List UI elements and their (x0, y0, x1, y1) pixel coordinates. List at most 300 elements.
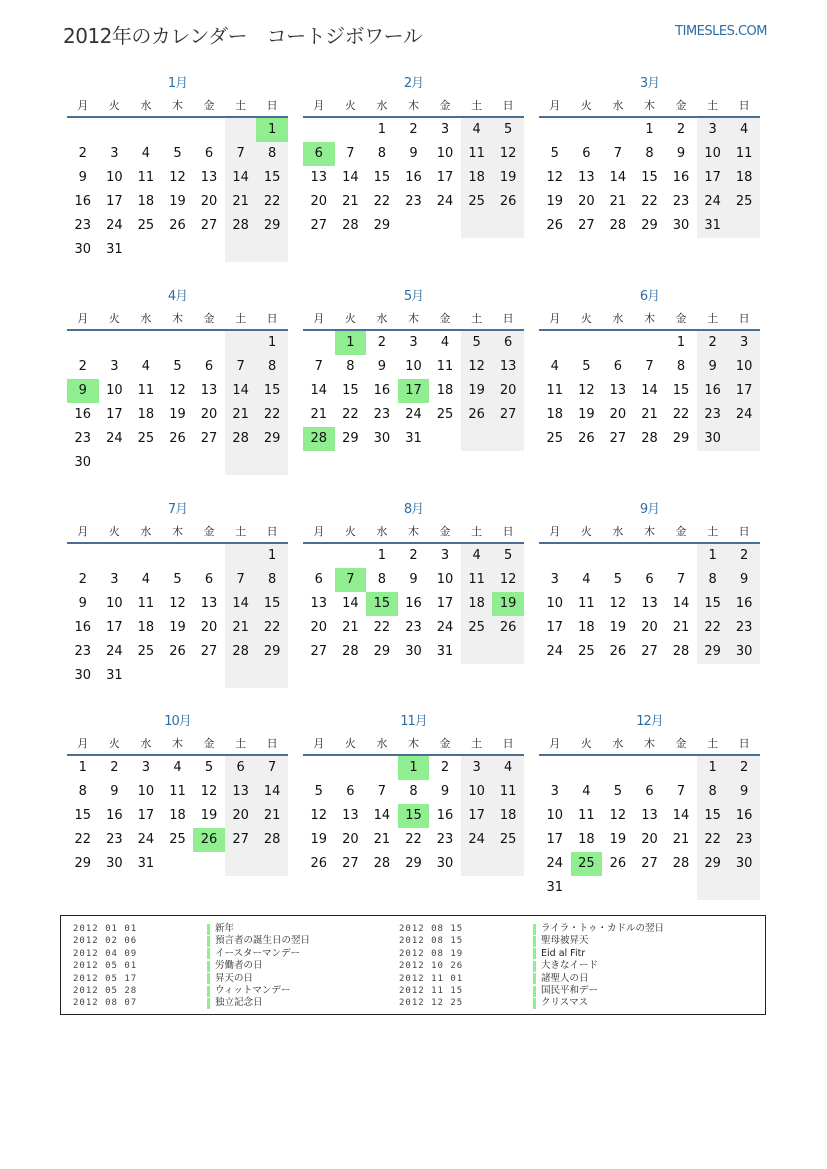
day-cell: 4 (173, 760, 182, 775)
day-cell: 14 (310, 383, 328, 398)
day-cell: 7 (645, 359, 654, 374)
empty-cell (634, 756, 666, 780)
day-cell: 6 (314, 572, 323, 587)
day-cell: 3 (550, 572, 559, 587)
day-cell: 16 (106, 808, 123, 823)
holiday-row (399, 923, 664, 935)
day-cell: 11 (492, 780, 524, 804)
day-cell: 3 (461, 756, 493, 780)
day-cell: 15 (366, 592, 398, 616)
day-cell: 18 (546, 407, 564, 422)
empty-cell (571, 876, 603, 900)
week-row (67, 331, 288, 355)
day-cell: 15 (697, 804, 729, 828)
day-cell: 22 (373, 620, 391, 635)
day-cell: 28 (225, 214, 257, 238)
empty-cell (67, 118, 99, 142)
day-cell: 26 (578, 431, 595, 446)
day-cell: 14 (373, 808, 391, 823)
empty-cell (429, 214, 461, 238)
day-cell: 18 (578, 620, 595, 635)
day-cell: 9 (409, 572, 418, 587)
week-row (303, 616, 524, 640)
month-name: 10月 (164, 714, 191, 729)
empty-cell (539, 331, 571, 355)
week-row (303, 355, 524, 379)
day-cell: 24 (546, 644, 564, 659)
day-cell: 17 (137, 808, 155, 823)
day-cell: 3 (110, 572, 119, 587)
day-cell: 23 (728, 616, 760, 640)
weekday-label: 金 (203, 312, 215, 325)
day-cell: 29 (373, 218, 391, 233)
weekday-label: 火 (580, 99, 592, 112)
day-cell: 5 (492, 544, 524, 568)
day-cell: 6 (204, 146, 214, 161)
day-cell: 16 (436, 808, 454, 823)
day-cell: 11 (137, 383, 155, 398)
weekday-label: 日 (266, 312, 278, 325)
weekday-label: 土 (707, 737, 719, 750)
weekday-label: 月 (77, 525, 89, 538)
weekday-label: 月 (549, 737, 561, 750)
day-cell: 24 (436, 194, 454, 209)
empty-cell (162, 664, 194, 688)
week-row (303, 166, 524, 190)
empty-cell (602, 876, 634, 900)
week-row (67, 828, 288, 852)
weekday-label: 金 (439, 525, 451, 538)
day-cell: 6 (204, 572, 214, 587)
weekday-label: 月 (313, 525, 325, 538)
day-cell: 16 (728, 804, 760, 828)
day-cell: 15 (256, 592, 288, 616)
day-cell: 8 (346, 359, 355, 374)
empty-cell (67, 331, 99, 355)
day-cell: 20 (310, 194, 328, 209)
day-cell: 24 (461, 828, 493, 852)
day-cell: 26 (169, 218, 186, 233)
weekday-label: 月 (77, 99, 89, 112)
holiday-date: 2012 02 06 (73, 936, 138, 947)
day-cell: 26 (492, 616, 524, 640)
week-row (67, 118, 288, 142)
day-cell: 25 (728, 190, 760, 214)
day-cell: 21 (672, 832, 690, 847)
holiday-date: 2012 12 25 (399, 998, 464, 1009)
holiday-name: ウィットマンデー (215, 984, 291, 996)
day-cell: 30 (672, 218, 690, 233)
day-cell: 23 (697, 403, 729, 427)
holiday-marker (533, 936, 536, 947)
empty-cell (728, 876, 760, 900)
day-cell: 21 (609, 194, 627, 209)
empty-cell (256, 238, 288, 262)
day-cell: 11 (546, 383, 564, 398)
week-row (539, 427, 760, 451)
day-cell: 16 (74, 407, 92, 422)
day-cell: 13 (342, 808, 359, 823)
week-row (303, 142, 524, 166)
day-cell: 22 (342, 407, 359, 422)
day-cell: 29 (405, 856, 422, 871)
day-cell: 8 (377, 572, 387, 587)
day-cell: 11 (461, 142, 493, 166)
day-cell: 17 (546, 620, 564, 635)
holiday-name: 独立記念日 (215, 997, 263, 1009)
empty-cell (492, 214, 524, 238)
day-cell: 26 (461, 403, 493, 427)
week-row (303, 804, 524, 828)
week-row (67, 142, 288, 166)
weekday-label: 土 (707, 312, 719, 325)
day-cell: 11 (461, 568, 493, 592)
month-name: 11月 (400, 714, 427, 729)
holiday-name: 預言者の誕生日の翌日 (215, 935, 311, 947)
week-row (67, 780, 288, 804)
day-cell: 24 (106, 644, 123, 659)
day-cell: 15 (697, 592, 729, 616)
day-cell: 17 (546, 832, 564, 847)
weekday-label: 月 (77, 312, 89, 325)
day-cell: 2 (110, 760, 119, 775)
holiday-marker (207, 961, 210, 972)
brand-link[interactable]: TIMESLES.COM (675, 24, 767, 39)
empty-cell (634, 331, 666, 355)
weekday-label: 木 (643, 312, 655, 325)
day-cell: 16 (728, 592, 760, 616)
week-row (303, 568, 524, 592)
empty-cell (162, 852, 194, 876)
day-cell: 2 (377, 335, 387, 350)
day-cell: 14 (342, 170, 359, 185)
weekday-label: 木 (643, 737, 655, 750)
day-cell: 3 (697, 118, 729, 142)
day-cell: 28 (342, 644, 359, 659)
empty-cell (335, 544, 367, 568)
day-cell: 17 (398, 379, 430, 403)
empty-cell (193, 118, 225, 142)
day-cell: 23 (74, 218, 92, 233)
day-cell: 8 (256, 355, 288, 379)
day-cell: 11 (728, 142, 760, 166)
holiday-name: 昇天の日 (215, 972, 254, 984)
day-cell: 12 (492, 568, 524, 592)
day-cell: 14 (609, 170, 627, 185)
day-cell: 5 (314, 784, 323, 799)
day-cell: 11 (436, 359, 454, 374)
day-cell: 12 (200, 784, 218, 799)
empty-cell (193, 238, 225, 262)
weekday-label: 火 (580, 525, 592, 538)
empty-cell (398, 214, 430, 238)
month-name: 4月 (167, 289, 188, 304)
weekday-label: 日 (502, 99, 514, 112)
empty-cell (99, 451, 131, 475)
empty-cell (492, 640, 524, 664)
week-row (67, 190, 288, 214)
day-cell: 3 (110, 359, 119, 374)
weekday-label: 水 (376, 99, 388, 112)
empty-cell (539, 544, 571, 568)
day-cell: 14 (672, 596, 690, 611)
day-cell: 5 (582, 359, 591, 374)
holiday-row (73, 997, 310, 1009)
week-row (539, 166, 760, 190)
weekday-label: 水 (140, 99, 152, 112)
weekday-label: 火 (344, 737, 356, 750)
weekday-label: 木 (407, 312, 419, 325)
day-cell: 25 (461, 616, 493, 640)
empty-cell (335, 756, 367, 780)
empty-cell (728, 214, 760, 238)
day-cell: 19 (609, 620, 627, 635)
week-row (67, 403, 288, 427)
day-cell: 18 (578, 832, 595, 847)
holiday-marker (207, 986, 210, 997)
day-cell: 28 (256, 828, 288, 852)
weekday-header (67, 734, 288, 756)
day-cell: 21 (256, 804, 288, 828)
week-row (303, 780, 524, 804)
week-row (539, 828, 760, 852)
day-cell: 31 (436, 644, 454, 659)
week-row (67, 804, 288, 828)
day-cell: 1 (256, 118, 288, 142)
day-cell: 2 (440, 760, 450, 775)
empty-cell (461, 214, 493, 238)
empty-cell (303, 756, 335, 780)
weekday-label: 木 (171, 525, 183, 538)
weekday-label: 木 (171, 312, 183, 325)
day-cell: 6 (582, 146, 591, 161)
day-cell: 21 (672, 620, 690, 635)
day-cell: 7 (676, 784, 686, 799)
day-cell: 18 (436, 383, 454, 398)
day-cell: 19 (578, 407, 595, 422)
weekday-header (303, 96, 524, 118)
day-cell: 23 (74, 644, 92, 659)
day-cell: 12 (609, 596, 627, 611)
weekday-label: 火 (344, 99, 356, 112)
day-cell: 4 (582, 784, 591, 799)
week-row (67, 616, 288, 640)
day-cell: 30 (697, 427, 729, 451)
week-row (67, 852, 288, 876)
holiday-row (399, 935, 664, 947)
empty-cell (130, 664, 162, 688)
day-cell: 11 (169, 784, 186, 799)
weekday-label: 月 (313, 737, 325, 750)
day-cell: 23 (373, 407, 391, 422)
weekday-label: 土 (471, 99, 483, 112)
day-cell: 27 (641, 644, 658, 659)
page-title: 2012年のカレンダー コートジボワール (63, 24, 423, 48)
day-cell: 19 (169, 194, 186, 209)
day-cell: 9 (78, 170, 87, 185)
day-cell: 18 (461, 592, 493, 616)
day-cell: 10 (728, 355, 760, 379)
day-cell: 18 (461, 166, 493, 190)
day-cell: 2 (676, 122, 686, 137)
holiday-date: 2012 11 01 (399, 973, 464, 984)
day-cell: 26 (193, 828, 225, 852)
empty-cell (225, 118, 257, 142)
weekday-label: 土 (707, 525, 719, 538)
day-cell: 25 (461, 190, 493, 214)
empty-cell (303, 544, 335, 568)
day-cell: 29 (256, 427, 288, 451)
week-row (303, 592, 524, 616)
weekday-header (67, 522, 288, 544)
week-row (303, 828, 524, 852)
day-cell: 1 (256, 544, 288, 568)
day-cell: 12 (169, 596, 186, 611)
holiday-row (399, 973, 664, 985)
day-cell: 8 (256, 568, 288, 592)
holiday-name: クリスマス (541, 997, 589, 1009)
day-cell: 6 (303, 142, 335, 166)
week-row (539, 640, 760, 664)
weekday-label: 土 (471, 312, 483, 325)
day-cell: 2 (409, 548, 418, 563)
day-cell: 5 (613, 784, 623, 799)
weekday-label: 日 (502, 312, 514, 325)
day-cell: 27 (578, 218, 595, 233)
weekday-label: 金 (439, 99, 451, 112)
holiday-name: 聖母被昇天 (541, 935, 589, 947)
day-cell: 27 (641, 856, 658, 871)
day-cell: 9 (440, 784, 450, 799)
day-cell: 14 (225, 592, 257, 616)
day-cell: 28 (641, 431, 658, 446)
holiday-marker (207, 948, 210, 959)
day-cell: 6 (346, 784, 355, 799)
day-cell: 7 (256, 756, 288, 780)
weekday-label: 火 (108, 312, 120, 325)
day-cell: 23 (106, 832, 123, 847)
day-cell: 23 (728, 828, 760, 852)
day-cell: 25 (137, 218, 155, 233)
empty-cell (130, 544, 162, 568)
week-row (539, 852, 760, 876)
empty-cell (303, 118, 335, 142)
day-cell: 30 (74, 242, 92, 257)
empty-cell (99, 544, 131, 568)
weekday-label: 土 (471, 737, 483, 750)
day-cell: 10 (436, 146, 454, 161)
month-name: 12月 (636, 714, 663, 729)
empty-cell (225, 852, 257, 876)
day-cell: 18 (137, 194, 155, 209)
day-cell: 22 (697, 828, 729, 852)
day-cell: 6 (225, 756, 257, 780)
day-cell: 29 (74, 856, 92, 871)
weekday-label: 日 (738, 737, 750, 750)
weekday-header (303, 734, 524, 756)
holiday-name: Eid al Fitr (541, 947, 586, 959)
day-cell: 12 (461, 355, 493, 379)
holiday-date: 2012 08 07 (73, 998, 138, 1009)
month-name: 2月 (403, 76, 424, 91)
weekday-header (67, 96, 288, 118)
week-row (303, 331, 524, 355)
holiday-name: ライラ・トゥ・カドルの翌日 (541, 923, 664, 934)
day-cell: 16 (405, 596, 422, 611)
day-cell: 7 (377, 784, 387, 799)
empty-cell (130, 451, 162, 475)
empty-cell (634, 544, 666, 568)
week-row (539, 331, 760, 355)
weekday-label: 日 (502, 737, 514, 750)
day-cell: 4 (141, 359, 151, 374)
day-cell: 8 (256, 142, 288, 166)
weekday-label: 日 (738, 99, 750, 112)
empty-cell (602, 118, 634, 142)
holiday-row (73, 948, 310, 960)
month-name: 1月 (167, 76, 188, 91)
weekday-label: 木 (171, 99, 183, 112)
day-cell: 20 (641, 832, 658, 847)
weekday-header (303, 522, 524, 544)
day-cell: 11 (578, 808, 595, 823)
day-cell: 25 (546, 431, 564, 446)
holiday-date: 2012 05 17 (73, 973, 138, 984)
weekday-label: 火 (580, 312, 592, 325)
day-cell: 17 (436, 596, 454, 611)
day-cell: 7 (346, 146, 355, 161)
holiday-name: 国民平和デー (541, 984, 599, 996)
day-cell: 29 (697, 852, 729, 876)
weekday-label: 日 (738, 312, 750, 325)
holiday-date: 2012 05 28 (73, 985, 138, 996)
holiday-marker (533, 924, 536, 935)
weekday-label: 土 (471, 525, 483, 538)
empty-cell (665, 876, 697, 900)
day-cell: 9 (676, 146, 686, 161)
day-cell: 1 (256, 331, 288, 355)
empty-cell (162, 451, 194, 475)
day-cell: 4 (550, 359, 559, 374)
month-name: 9月 (639, 502, 660, 517)
weekday-label: 土 (235, 525, 247, 538)
day-cell: 15 (398, 804, 430, 828)
holiday-row (399, 985, 664, 997)
day-cell: 16 (672, 170, 690, 185)
day-cell: 19 (169, 407, 186, 422)
day-cell: 24 (106, 431, 123, 446)
holiday-date: 2012 08 15 (399, 936, 464, 947)
weekday-label: 土 (235, 737, 247, 750)
day-cell: 15 (342, 383, 359, 398)
day-cell: 18 (137, 620, 155, 635)
weekday-label: 水 (612, 737, 624, 750)
weekday-header (539, 96, 760, 118)
day-cell: 15 (256, 166, 288, 190)
day-cell: 16 (697, 379, 729, 403)
week-row (539, 780, 760, 804)
empty-cell (571, 118, 603, 142)
day-cell: 13 (641, 596, 658, 611)
day-cell: 30 (728, 640, 760, 664)
day-cell: 4 (461, 544, 493, 568)
day-cell: 1 (335, 331, 367, 355)
empty-cell (225, 331, 257, 355)
empty-cell (193, 331, 225, 355)
day-cell: 23 (405, 194, 422, 209)
day-cell: 18 (137, 407, 155, 422)
day-cell: 2 (728, 756, 760, 780)
